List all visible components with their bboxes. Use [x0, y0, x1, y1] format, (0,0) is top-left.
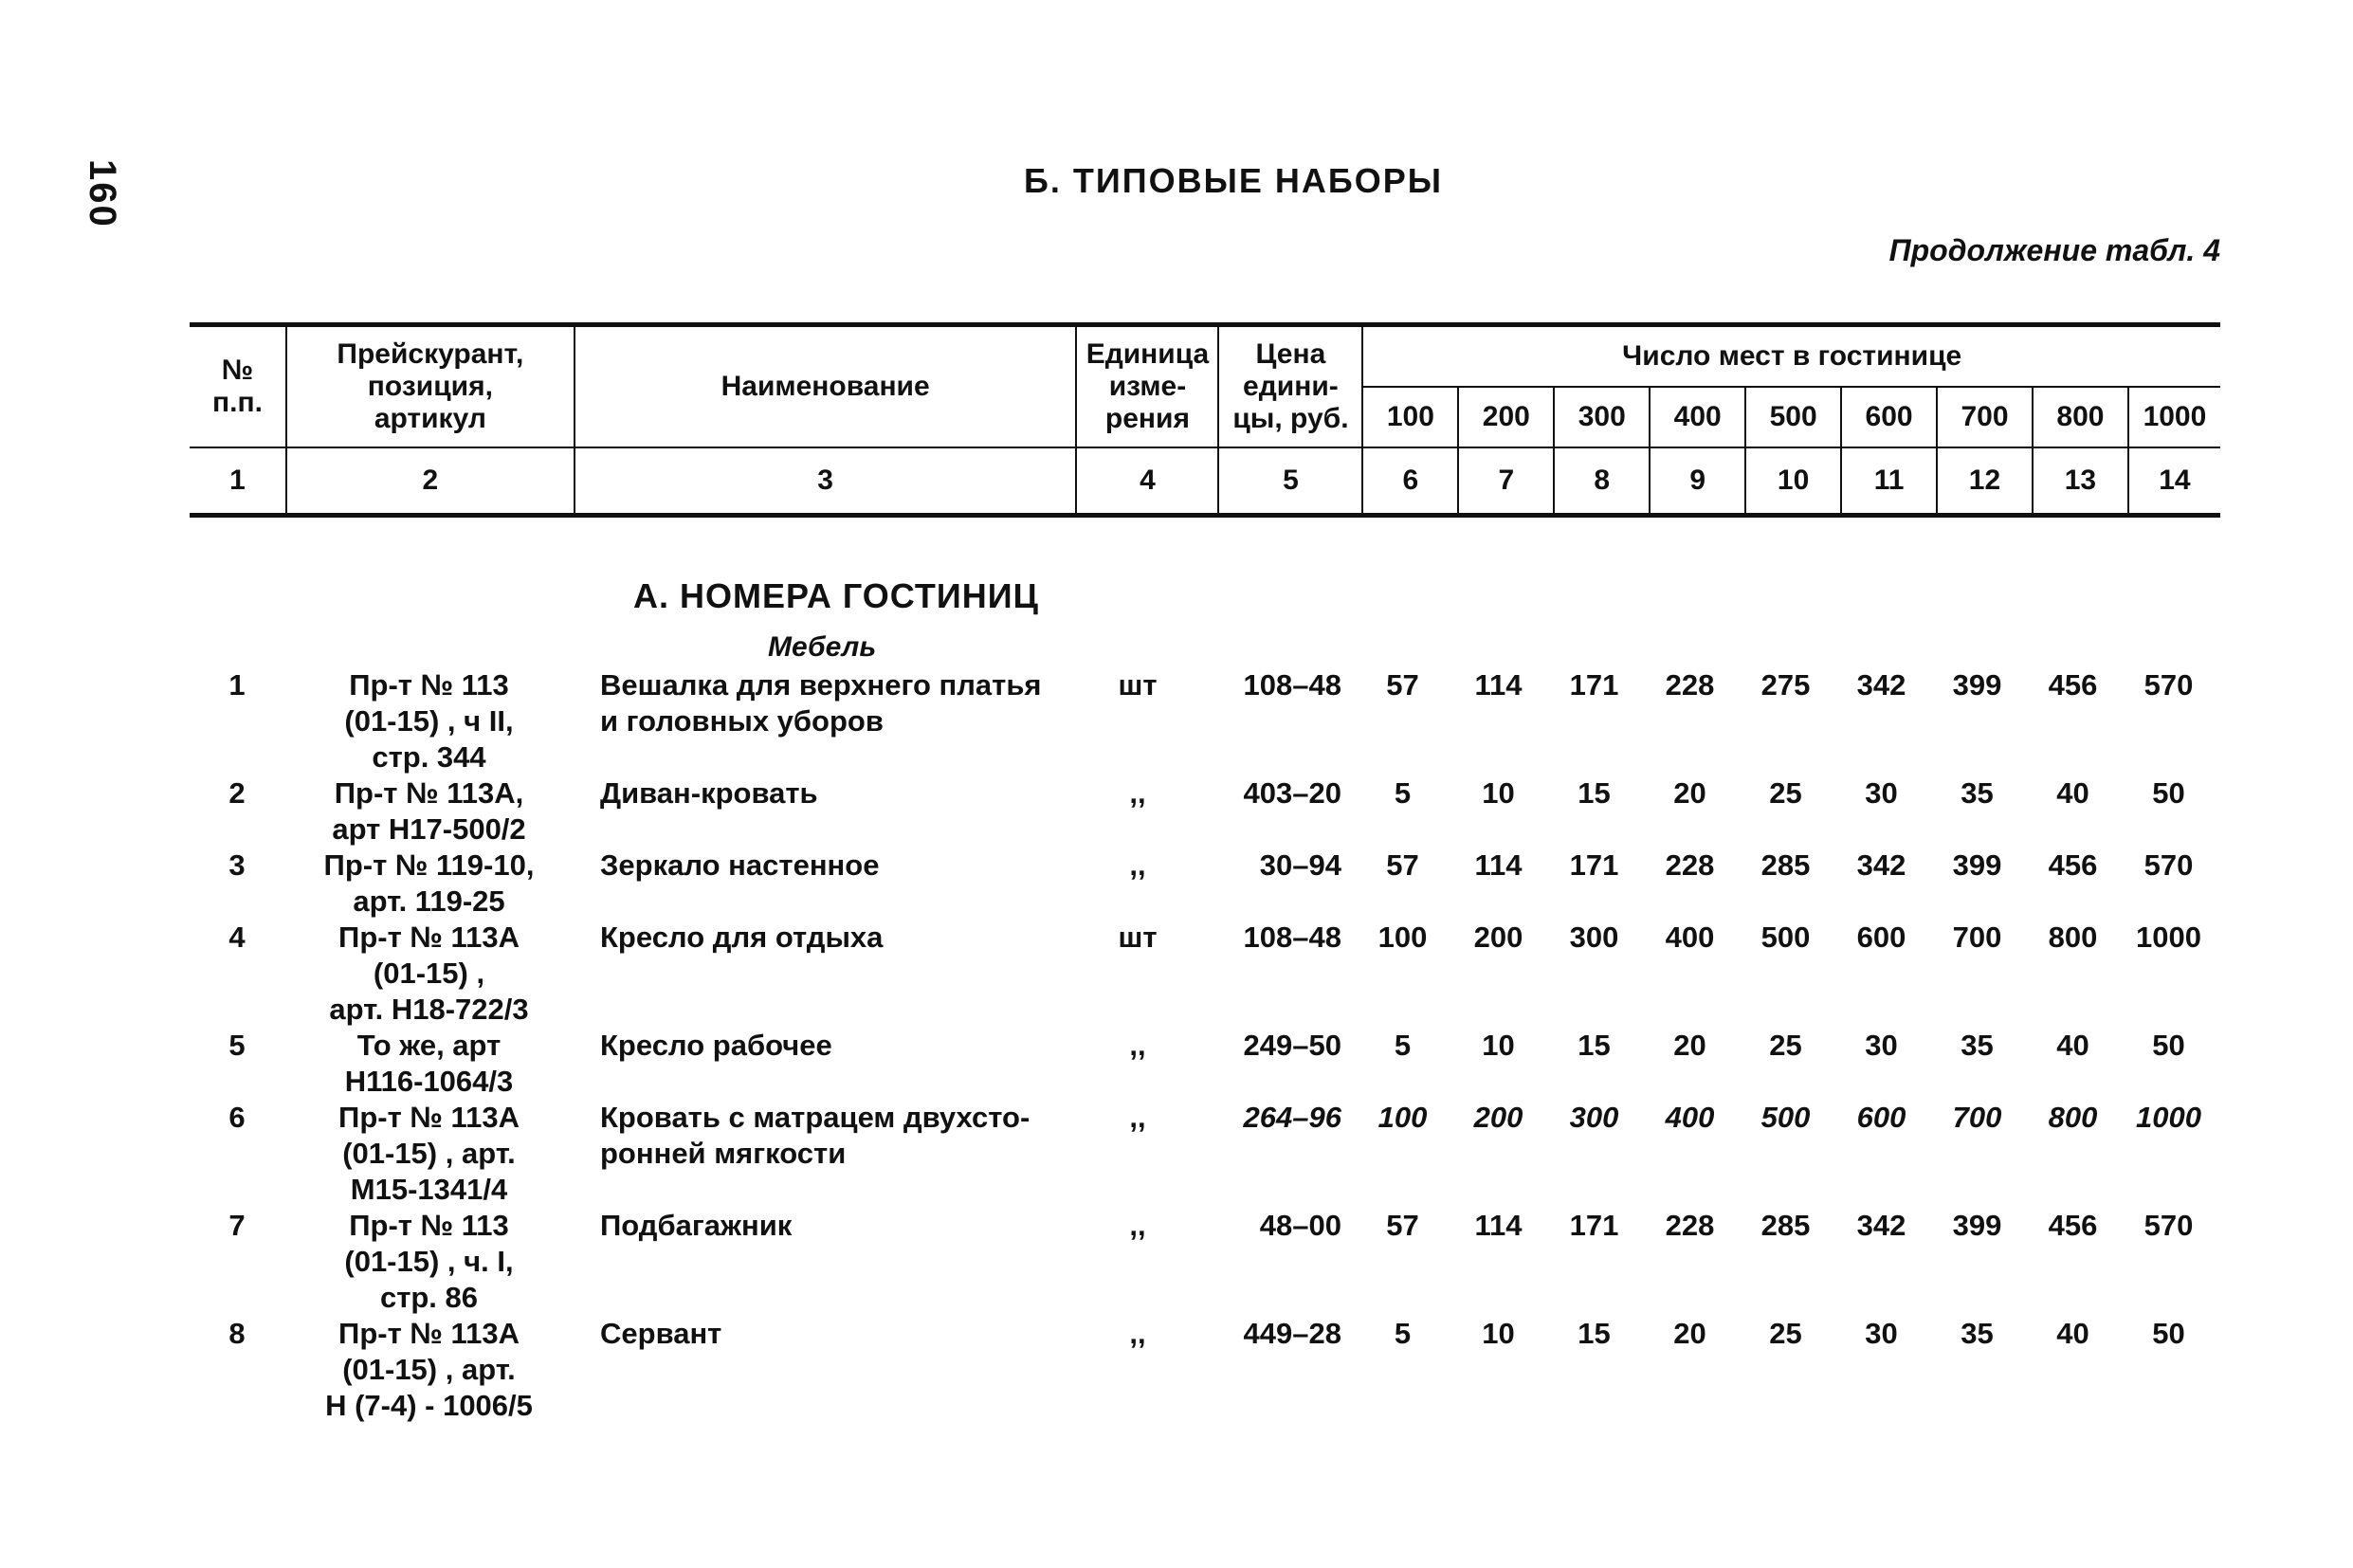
row-value: 40	[2056, 1029, 2089, 1062]
row-value: 25	[1769, 1029, 1802, 1062]
table-body	[190, 667, 2220, 1424]
row-value: 25	[1769, 776, 1802, 810]
header-column-number: 10	[1745, 447, 1841, 516]
row-value: 342	[1856, 1209, 1906, 1242]
row-value: 10	[1482, 1029, 1515, 1062]
row-catalog: Пр-т № 113А, арт Н17-500/2	[332, 776, 526, 846]
header-capacity: 500	[1745, 387, 1841, 447]
row-values	[1355, 1316, 2216, 1352]
row-catalog: То же, арт Н116-1064/3	[344, 1029, 514, 1098]
row-value: 570	[2143, 668, 2194, 702]
section-title: Б. ТИПОВЫЕ НАБОРЫ	[1024, 161, 1444, 200]
row-value: 570	[2143, 848, 2194, 882]
row-price: 30–94	[1259, 848, 1341, 882]
row-name: Кресло рабочее	[600, 1029, 832, 1062]
row-number: 3	[228, 848, 246, 882]
row-value: 20	[1673, 776, 1706, 810]
row-price: 48–00	[1259, 1209, 1341, 1242]
row-value: 57	[1386, 1209, 1419, 1242]
header-price: Цена едини- цы, руб.	[1218, 325, 1362, 448]
row-value: 700	[1952, 921, 2002, 954]
row-name: Подбагажник	[600, 1209, 793, 1242]
row-value: 50	[2152, 1029, 2185, 1062]
row-value: 5	[1394, 776, 1412, 810]
row-value: 399	[1952, 848, 2002, 882]
row-values	[1355, 848, 2216, 884]
row-number: 2	[228, 776, 246, 810]
row-value: 700	[1952, 1101, 2002, 1134]
row-value: 300	[1569, 921, 1619, 954]
header-column-number: 7	[1458, 447, 1554, 516]
row-value: 1000	[2136, 921, 2201, 954]
row-values	[1355, 1028, 2216, 1064]
row-price: 264–96	[1243, 1101, 1341, 1134]
row-value: 40	[2056, 776, 2089, 810]
row-value: 30	[1865, 1029, 1898, 1062]
header-column-number: 14	[2128, 447, 2220, 516]
row-values	[1355, 667, 2216, 703]
row-value: 500	[1760, 1101, 1811, 1134]
row-value: 114	[1474, 848, 1523, 882]
row-value: 20	[1673, 1317, 1706, 1350]
row-unit: ,,	[1129, 1317, 1146, 1350]
row-value: 40	[2056, 1317, 2089, 1350]
row-value: 30	[1865, 776, 1898, 810]
row-value: 10	[1482, 776, 1515, 810]
table-header	[190, 322, 2220, 518]
header-column-number: 4	[1076, 447, 1218, 516]
row-value: 57	[1386, 848, 1419, 882]
row-value: 285	[1760, 1209, 1811, 1242]
row-name: Кресло для отдыха	[600, 921, 884, 954]
row-catalog: Пр-т № 113 (01-15) , ч II, стр. 344	[344, 668, 514, 774]
row-values	[1355, 1100, 2216, 1136]
row-value: 200	[1473, 921, 1523, 954]
row-number: 6	[228, 1101, 246, 1134]
group-title: А. НОМЕРА ГОСТИНИЦ	[633, 576, 1039, 615]
row-value: 1000	[2136, 1101, 2201, 1134]
row-value: 57	[1386, 668, 1419, 702]
row-value: 285	[1760, 848, 1811, 882]
header-column-number: 9	[1650, 447, 1745, 516]
row-value: 456	[2048, 1209, 2098, 1242]
row-price: 108–48	[1243, 668, 1341, 702]
header-catalog: Прейскурант, позиция, артикул	[286, 325, 575, 448]
row-value: 456	[2048, 668, 2098, 702]
header-capacity: 800	[2033, 387, 2128, 447]
row-value: 10	[1482, 1317, 1515, 1350]
row-value: 600	[1856, 921, 1906, 954]
header-unit: Единица изме- рения	[1076, 325, 1218, 448]
row-value: 400	[1665, 1101, 1715, 1134]
row-name: Кровать с матрацем двухсто- ронней мягкости	[600, 1101, 1031, 1170]
row-number: 5	[228, 1029, 246, 1062]
row-value: 100	[1377, 921, 1428, 954]
header-capacity: 200	[1458, 387, 1554, 447]
row-price: 449–28	[1243, 1317, 1341, 1350]
header-num: № п.п.	[190, 325, 286, 448]
row-number: 4	[228, 921, 246, 954]
row-unit: ,,	[1129, 1101, 1146, 1134]
table-row	[190, 1316, 2220, 1424]
table-row	[190, 848, 2220, 920]
row-value: 570	[2143, 1209, 2194, 1242]
table-continuation-note: Продолжение табл. 4	[1888, 233, 2220, 267]
row-value: 35	[1961, 1317, 1994, 1350]
row-value: 114	[1474, 668, 1523, 702]
row-catalog: Пр-т № 113А (01-15) , арт. Н (7-4) - 1006/5	[325, 1317, 533, 1422]
row-value: 114	[1474, 1209, 1523, 1242]
row-price: 108–48	[1243, 921, 1341, 954]
row-value: 399	[1952, 668, 2002, 702]
row-value: 275	[1760, 668, 1811, 702]
row-name: Зеркало настенное	[600, 848, 880, 882]
row-value: 228	[1665, 668, 1715, 702]
header-capacity: 300	[1554, 387, 1650, 447]
row-value: 399	[1952, 1209, 2002, 1242]
row-unit: шт	[1118, 921, 1158, 954]
row-value: 5	[1394, 1029, 1412, 1062]
row-value: 50	[2152, 776, 2185, 810]
page-number: 160	[82, 159, 123, 228]
row-number: 8	[228, 1317, 246, 1350]
row-value: 400	[1665, 921, 1715, 954]
row-value: 342	[1856, 848, 1906, 882]
row-catalog: Пр-т № 113А (01-15) , арт. Н18-722/3	[329, 921, 529, 1026]
row-value: 100	[1377, 1101, 1428, 1134]
row-value: 228	[1665, 1209, 1715, 1242]
subgroup-title: Мебель	[768, 631, 877, 663]
header-column-number: 5	[1218, 447, 1362, 516]
row-value: 171	[1569, 848, 1619, 882]
row-value: 228	[1665, 848, 1715, 882]
header-capacity: 600	[1841, 387, 1937, 447]
header-column-number: 12	[1937, 447, 2033, 516]
table-row	[190, 775, 2220, 848]
row-values	[1355, 920, 2216, 956]
row-unit: ,,	[1129, 776, 1146, 810]
table-row	[190, 920, 2220, 1028]
header-capacity: 1000	[2128, 387, 2220, 447]
row-value: 800	[2048, 921, 2098, 954]
row-unit: ,,	[1129, 848, 1146, 882]
header-column-number: 1	[190, 447, 286, 516]
table-row	[190, 667, 2220, 775]
row-price: 403–20	[1243, 776, 1341, 810]
row-value: 15	[1578, 1029, 1611, 1062]
row-catalog: Пр-т № 113А (01-15) , арт. М15-1341/4	[338, 1101, 520, 1206]
row-name: Вешалка для верхнего платья и головных уборов	[600, 668, 1042, 738]
row-catalog: Пр-т № 113 (01-15) , ч. I, стр. 86	[344, 1209, 514, 1314]
row-value: 600	[1856, 1101, 1906, 1134]
row-value: 50	[2152, 1317, 2185, 1350]
header-capacity: 700	[1937, 387, 2033, 447]
row-value: 800	[2048, 1101, 2098, 1134]
header-column-number: 3	[575, 447, 1077, 516]
row-unit: ,,	[1129, 1029, 1146, 1062]
row-value: 200	[1473, 1101, 1523, 1134]
table-row	[190, 1208, 2220, 1316]
header-column-number: 8	[1554, 447, 1650, 516]
row-value: 35	[1961, 776, 1994, 810]
row-value: 171	[1569, 668, 1619, 702]
header-capacity-title: Число мест в гостинице	[1362, 325, 2220, 388]
row-value: 342	[1856, 668, 1906, 702]
row-unit: шт	[1118, 668, 1158, 702]
row-value: 15	[1578, 1317, 1611, 1350]
header-capacity: 100	[1362, 387, 1458, 447]
row-name: Сервант	[600, 1317, 722, 1350]
row-value: 35	[1961, 1029, 1994, 1062]
row-value: 5	[1394, 1317, 1412, 1350]
header-column-number: 11	[1841, 447, 1937, 516]
row-catalog: Пр-т № 119-10, арт. 119-25	[323, 848, 535, 918]
header-capacity: 400	[1650, 387, 1745, 447]
header-column-number: 2	[286, 447, 575, 516]
row-value: 300	[1569, 1101, 1619, 1134]
header-name: Наименование	[575, 325, 1077, 448]
row-price: 249–50	[1243, 1029, 1341, 1062]
header-column-number: 6	[1362, 447, 1458, 516]
table-row	[190, 1028, 2220, 1100]
row-values	[1355, 775, 2216, 811]
table-row	[190, 1100, 2220, 1208]
row-value: 30	[1865, 1317, 1898, 1350]
row-value: 500	[1760, 921, 1811, 954]
row-value: 15	[1578, 776, 1611, 810]
row-name: Диван-кровать	[600, 776, 818, 810]
row-number: 1	[228, 668, 246, 702]
row-unit: ,,	[1129, 1209, 1146, 1242]
row-value: 456	[2048, 848, 2098, 882]
row-value: 25	[1769, 1317, 1802, 1350]
row-value: 171	[1569, 1209, 1619, 1242]
row-values	[1355, 1208, 2216, 1244]
header-column-number: 13	[2033, 447, 2128, 516]
row-number: 7	[228, 1209, 246, 1242]
row-value: 20	[1673, 1029, 1706, 1062]
